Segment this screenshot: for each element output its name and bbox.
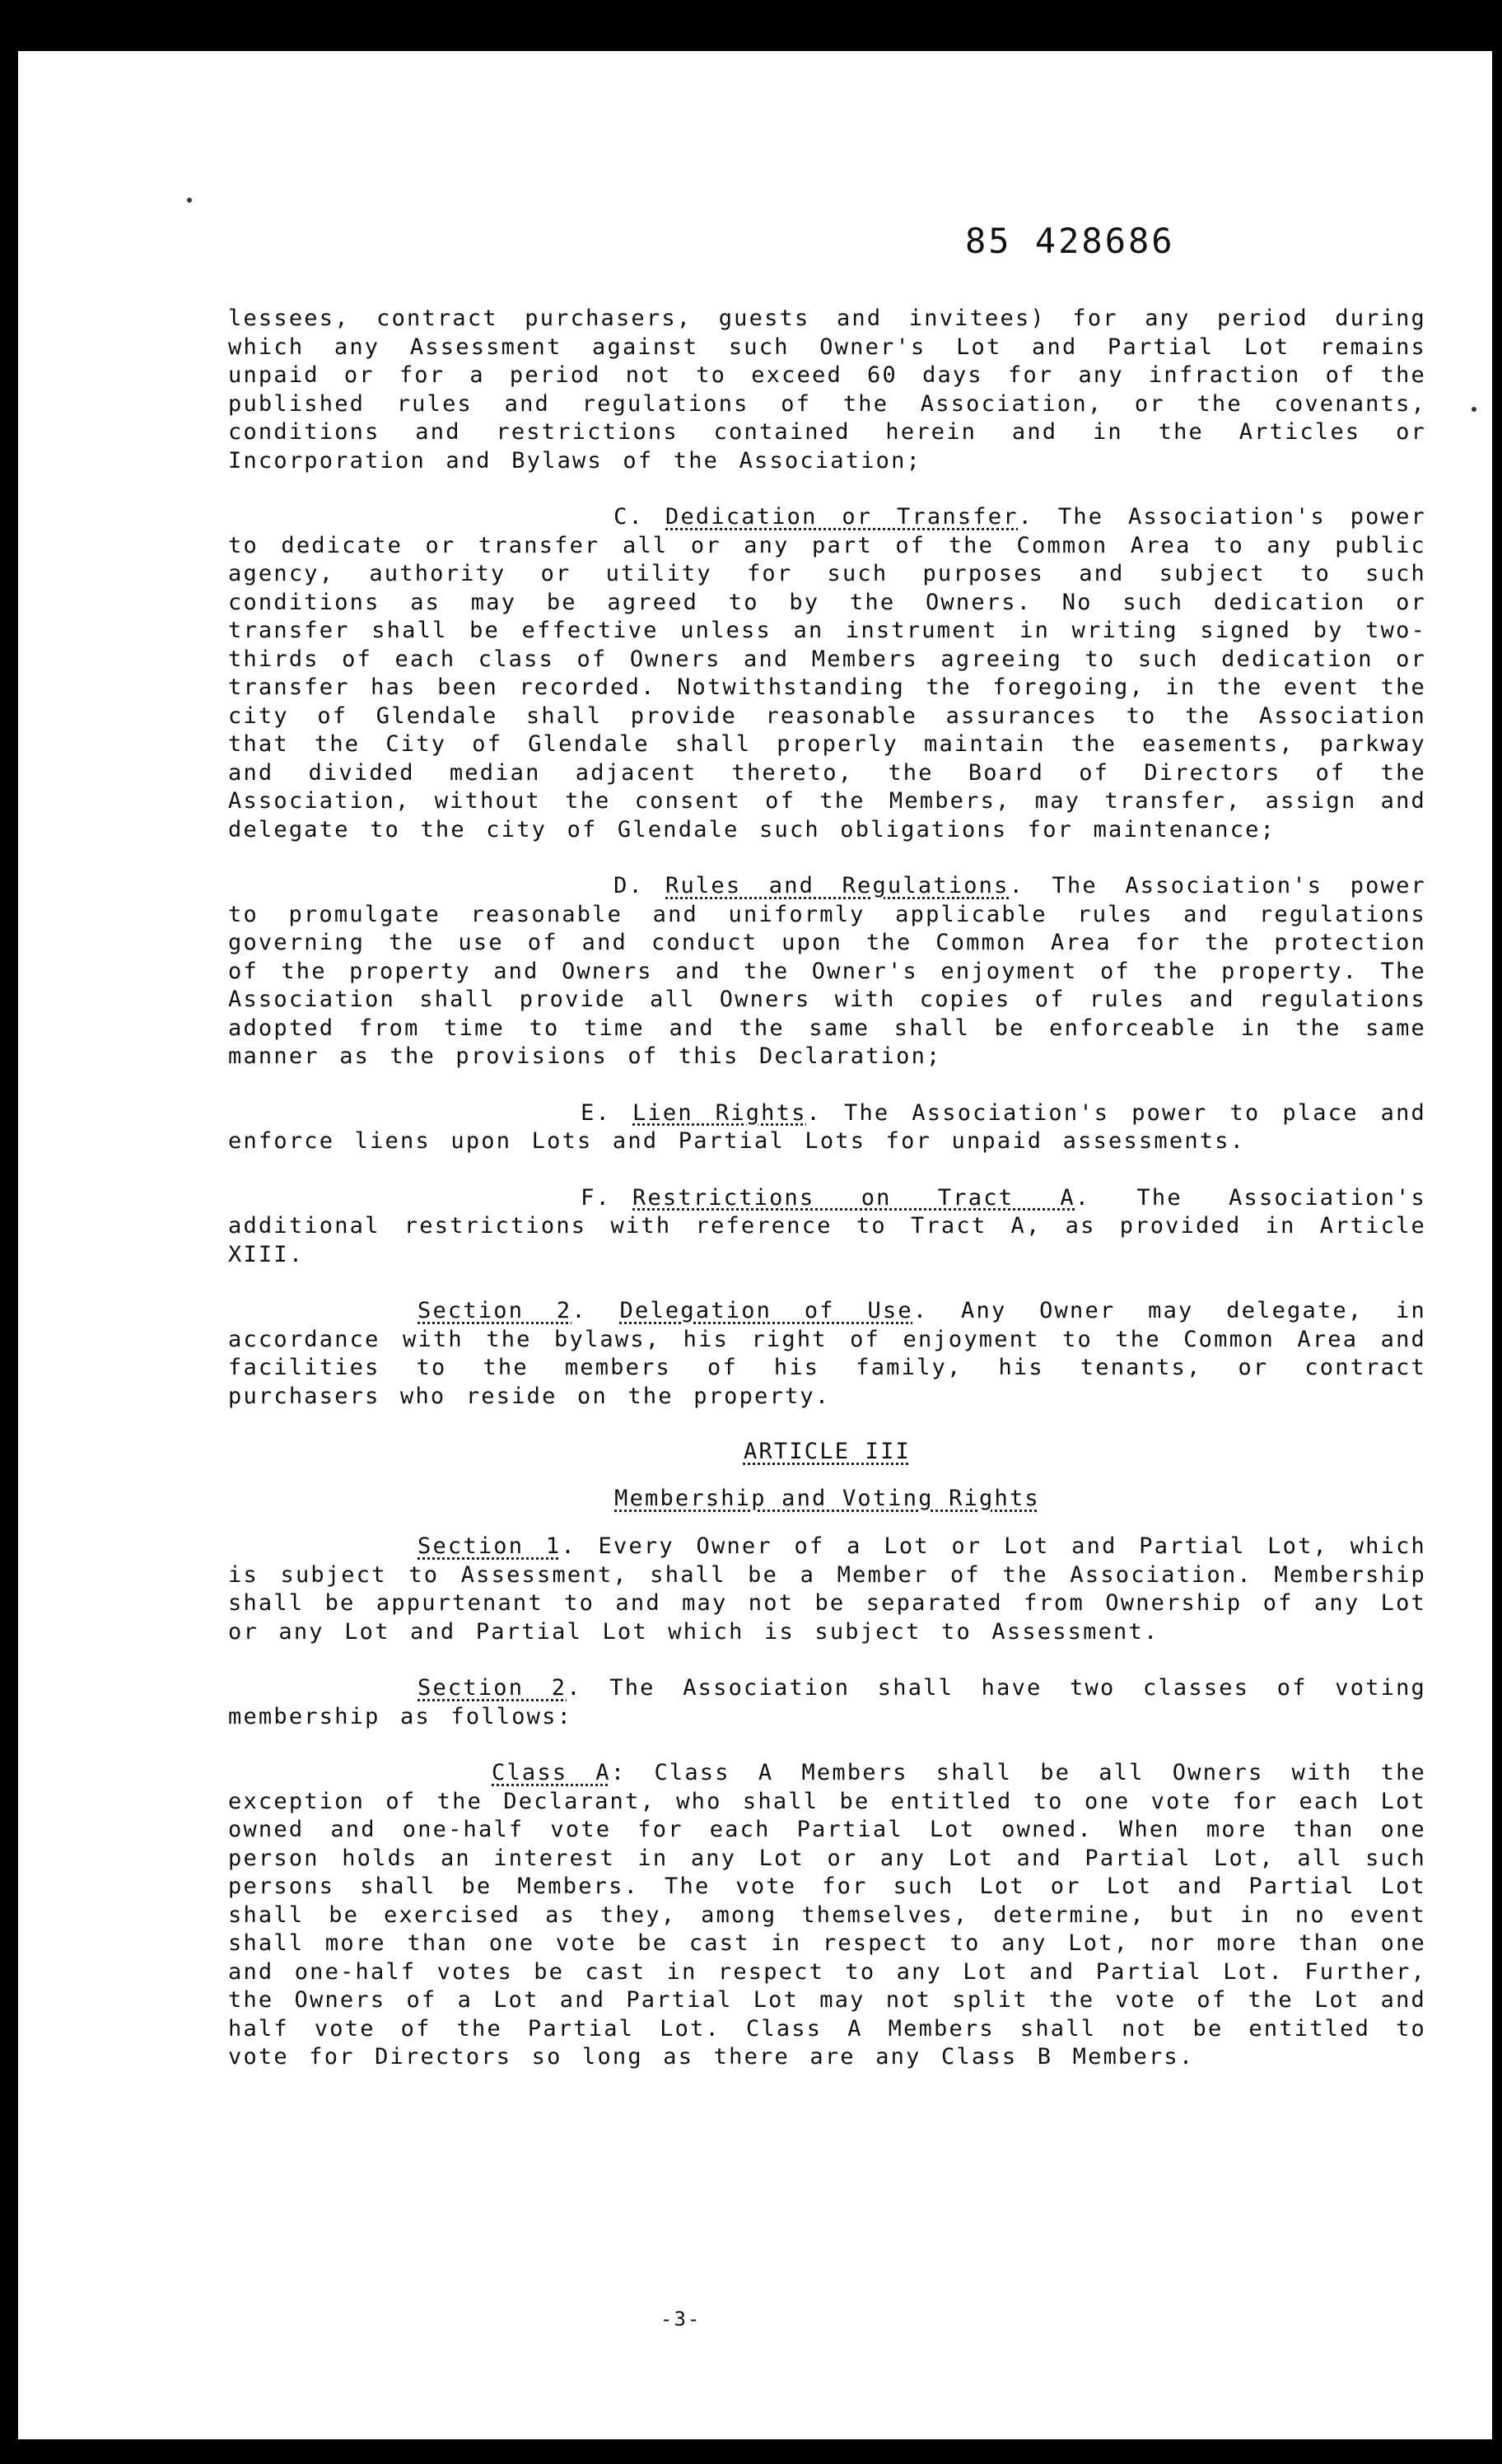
- heading-lien-rights: Lien Rights: [632, 1099, 807, 1126]
- article-subtitle: Membership and Voting Rights: [614, 1486, 1040, 1511]
- article-title: ARTICLE III: [743, 1439, 911, 1464]
- document-number: 85 428686: [965, 221, 1175, 261]
- item-letter-c: C.: [613, 504, 644, 530]
- paragraph-class-a: [228, 1759, 1426, 2072]
- paragraph-c-body: . The Association's power to dedicate or transfer all or any part of the Common Area to any public agency, authority or utility for such purposes and subject to such conditions as may be agreed to by the Owners. No such dedication or transfer shall be effective unless an instrument in writing signed by two-thirds of each class of Owners and Members agreeing to such dedication or transfer has been recorded. Notwithstanding the foregoing, in the event the city of Glendale shall provide reasonable assurances to the Association that the City of Glendale shall properly maintain the easements, parkway and divided median adjacent thereto, the Board of Directors of the Association, without the consent of the Members, may transfer, assign and delegate to the city of Glendale such obligations for maintenance;: [228, 504, 1426, 842]
- paragraph-f: [228, 1184, 1426, 1270]
- paragraph-class-a-body: : Class A Members shall be all Owners with the exception of the Declarant, who shall be entitled to one vote for each Lot owned and one-half vote for each Partial Lot owned. When more than one person holds an interest in any Lot or any Lot and Partial Lot, all such persons shall be Members. The vote for such Lot or Lot and Partial Lot shall be exercised as they, among themselves, determine, but in no event shall more than one vote be cast in respect to any Lot, nor more than one and one-half votes be cast in respect to any Lot and Partial Lot. Further, the Owners of a Lot and Partial Lot may not split the vote of the Lot and half vote of the Partial Lot. Class A Members shall not be entitled to vote for Directors so long as there are any Class B Members.: [228, 1760, 1426, 2070]
- scan-speck: [187, 198, 192, 203]
- paragraph-continuation: lessees, contract purchasers, guests and invitees) for any period during which any Assessment against such Owner's Lot and Partial Lot remains unpaid or for a period not to exceed 60 days for any infraction of the published rules and regulations of the Association, or the covenants, conditions and restrictions contained herein and in the Articles or Incorporation and Bylaws of the Association;: [228, 306, 1426, 474]
- heading-class-a: Class A: [492, 1760, 611, 1785]
- heading-article3-section-1: Section 1: [417, 1533, 562, 1559]
- paragraph-c: [228, 503, 1426, 844]
- heading-dedication-or-transfer: Dedication or Transfer: [665, 504, 1019, 530]
- paragraph-section-2-body: . Any Owner may delegate, in accordance with the bylaws, his right of enjoyment to the Common Area and facilities to the members of his family, his tenants, or contract purchasers who reside on the property.: [228, 1298, 1426, 1409]
- page-number: -3-: [660, 2308, 702, 2331]
- paragraph-article3-section-1: [228, 1533, 1426, 1646]
- item-letter-d: D.: [613, 873, 644, 898]
- document-page: [18, 51, 1492, 2439]
- item-letter-e: E.: [581, 1099, 611, 1126]
- heading-article3-section-2: Section 2: [417, 1675, 567, 1701]
- item-letter-f: F.: [581, 1184, 611, 1211]
- paragraph-d: [228, 872, 1426, 1071]
- paragraph-article3-section-2-body: . The Association shall have two classes of voting membership as follows:: [228, 1675, 1426, 1729]
- heading-restrictions-on-tract-a: Restrictions on Tract A: [632, 1184, 1075, 1211]
- paragraph-section-2: [228, 1297, 1426, 1411]
- heading-delegation-of-use: Delegation of Use: [619, 1298, 913, 1323]
- paragraph-f-body: . The Association's additional restrictions with reference to Tract A, as provided in Article XIII.: [228, 1184, 1426, 1267]
- paragraph-e: [228, 1099, 1426, 1156]
- paragraph-e-body: . The Association's power to place and enforce liens upon Lots and Partial Lots for unpaid assessments.: [228, 1099, 1426, 1154]
- paragraph-d-body: . The Association's power to promulgate reasonable and uniformly applicable rules and regulations governing the use of and conduct upon the Common Area for the protection of the property and Owners and the Owner's enjoyment of the property. The Association shall provide all Owners with copies of rules and regulations adopted from time to time and the same shall be enforceable in the same manner as the provisions of this Declaration;: [228, 873, 1426, 1069]
- separator: .: [571, 1298, 620, 1323]
- document-body: [228, 305, 1426, 2072]
- heading-section-2: Section 2: [417, 1298, 572, 1323]
- paragraph-article3-section-2: [228, 1674, 1426, 1731]
- paragraph-article3-section-1-body: . Every Owner of a Lot or Lot and Partial Lot, which is subject to Assessment, shall be a Member of the Association. Membership shall be appurtenant to and may not be separated from Ownership of any Lot or any Lot and Partial Lot which is subject to Assessment.: [228, 1533, 1426, 1645]
- scan-speck: [1472, 407, 1476, 412]
- heading-rules-and-regulations: Rules and Regulations: [665, 873, 1010, 898]
